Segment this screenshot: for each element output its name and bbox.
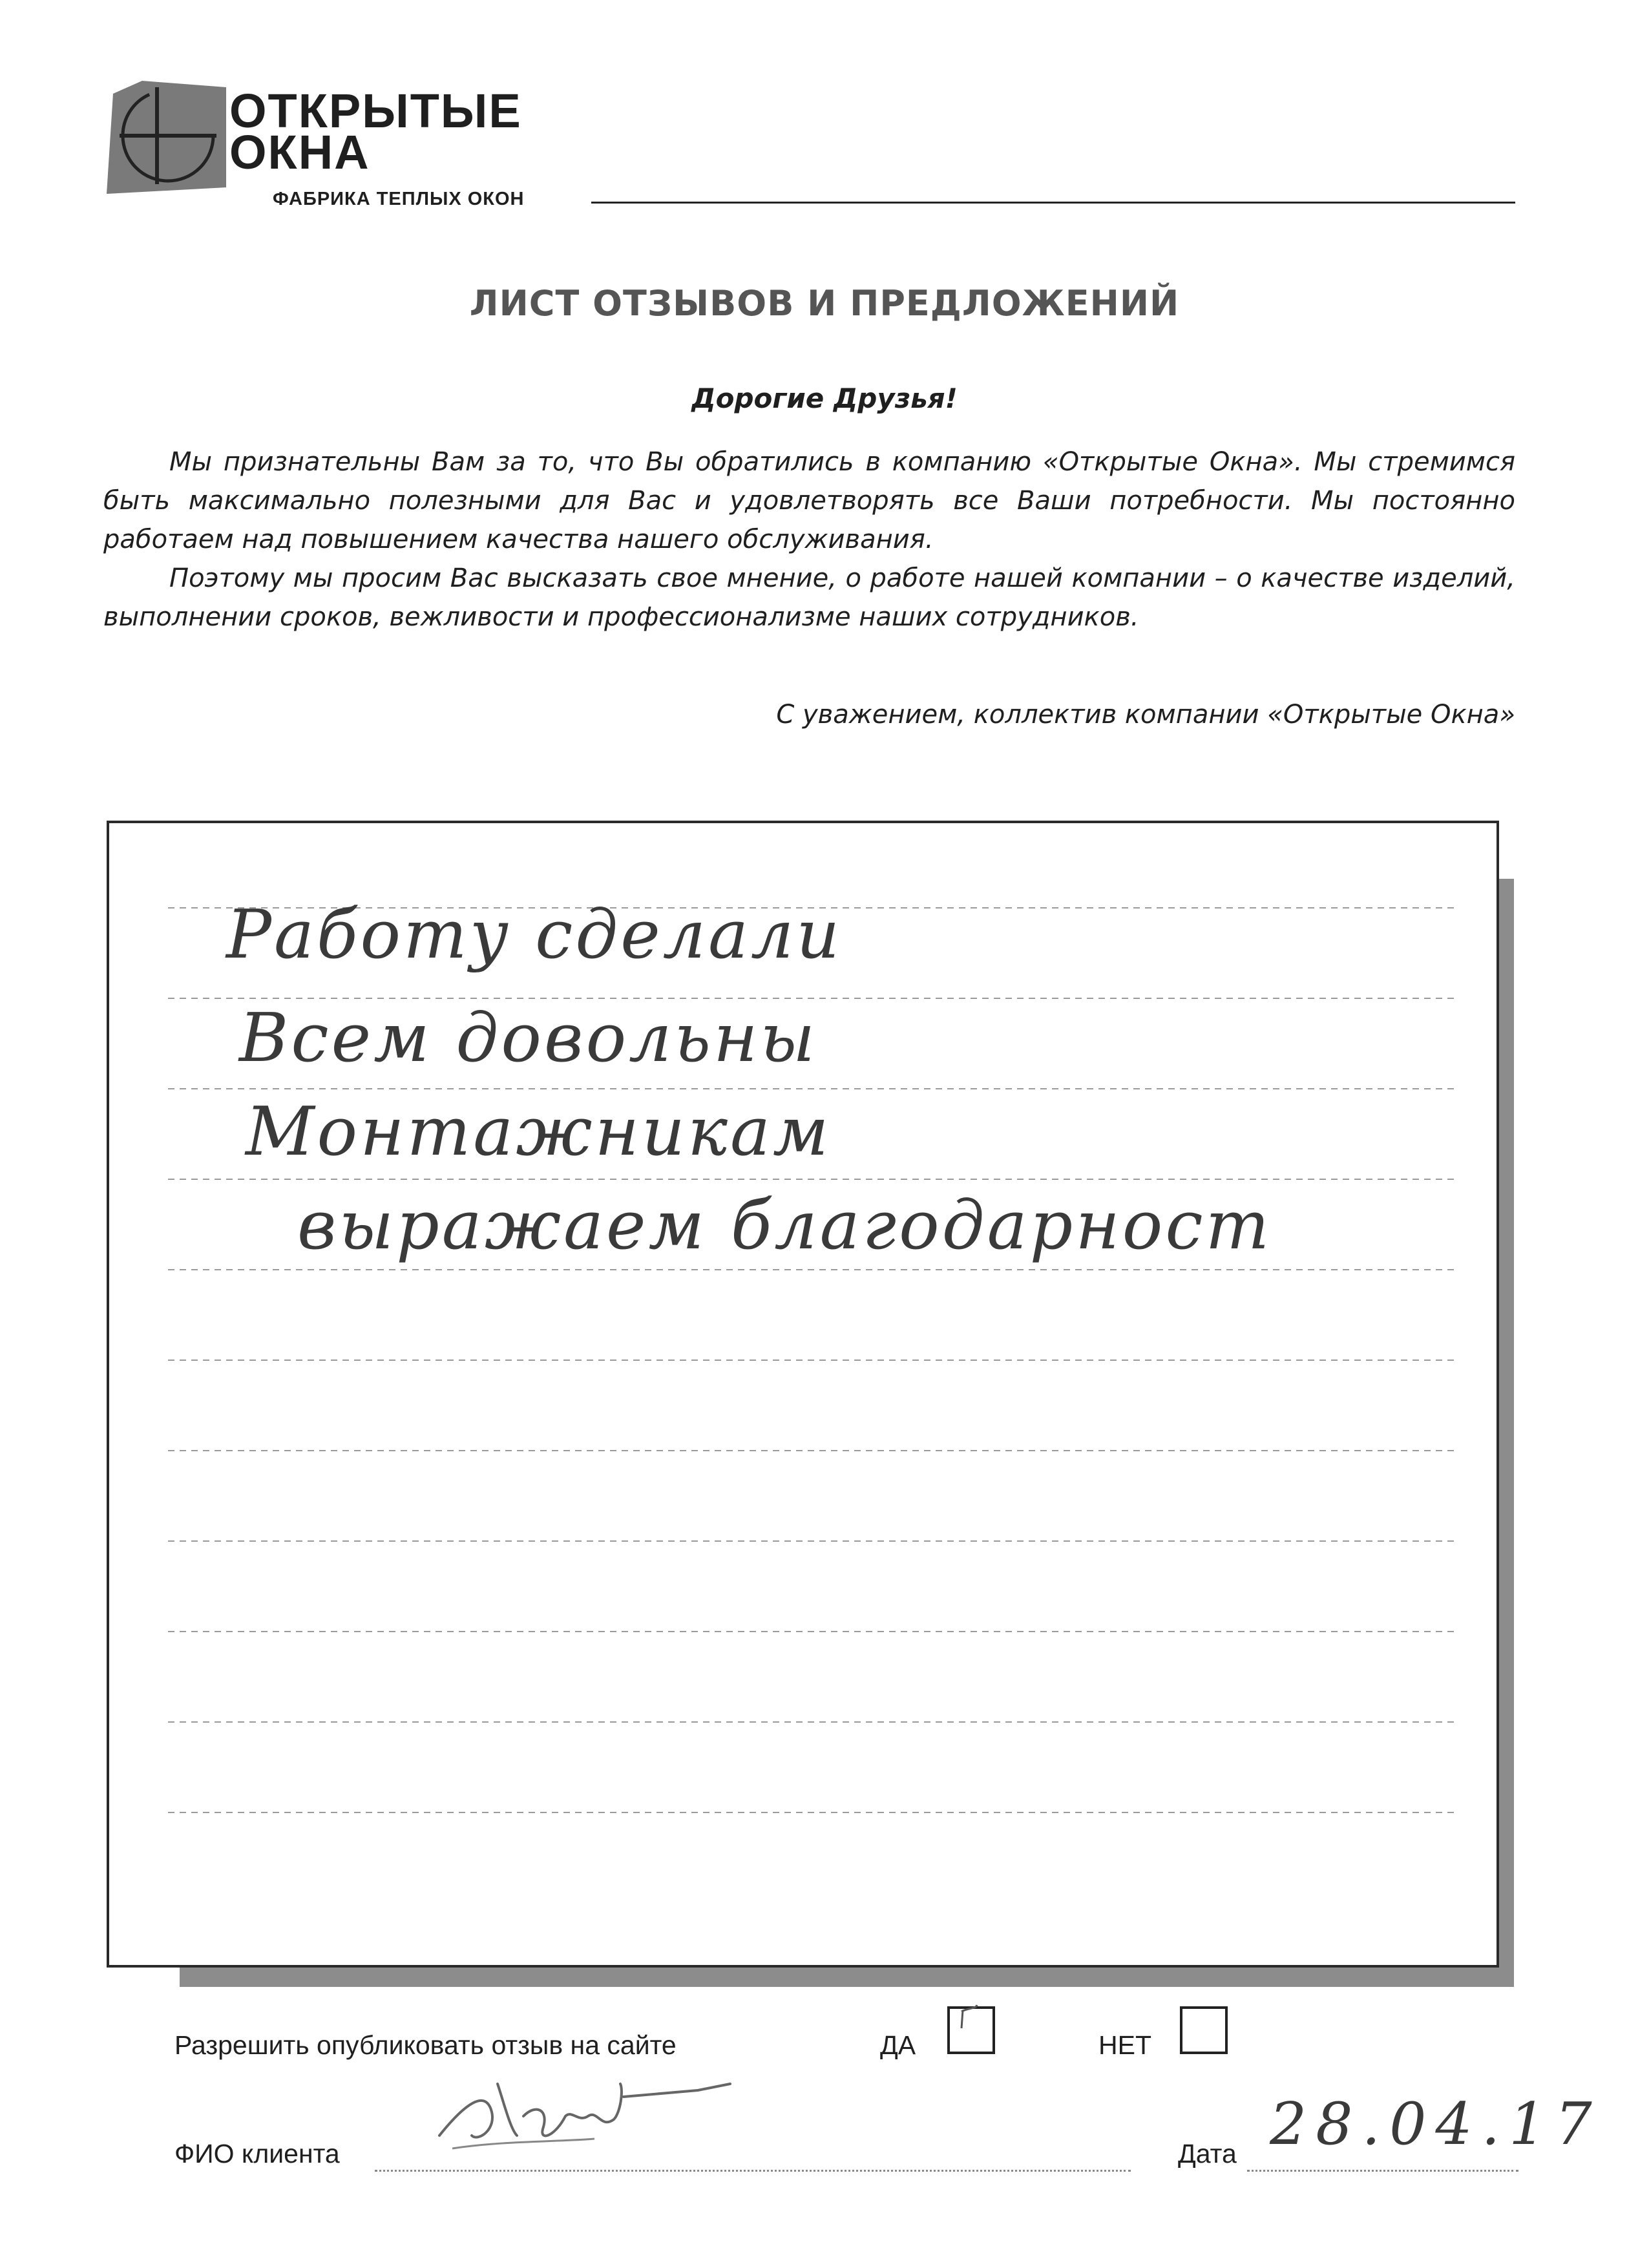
intro-text [103, 443, 1515, 636]
no-label: НЕТ [1098, 2030, 1151, 2060]
feedback-line-2: Всем довольны [239, 998, 818, 1077]
header-divider [591, 202, 1515, 204]
feedback-ruled-lines [168, 821, 1454, 1968]
signoff: С уважением, коллектив компании «Открытые Окна» [776, 700, 1515, 730]
client-signature [426, 2064, 737, 2161]
yes-label: ДА [880, 2030, 916, 2060]
logo-title-line2: ОКНА [229, 125, 370, 179]
yes-checkbox[interactable] [947, 2006, 995, 2054]
client-name-field[interactable] [375, 2170, 1131, 2172]
company-logo-icon [107, 74, 226, 194]
intro-paragraph-2: Поэтому мы просим Вас высказать свое мнение, о работе нашей компании – о качестве изделий, выполнении сроков, вежливости и профессионализме наших сотрудников. [103, 563, 1515, 632]
date-value: 28.04.17 [1270, 2090, 1601, 2158]
logo-title-line1: ОТКРЫТЫЕ [229, 84, 522, 138]
company-logo-title [229, 84, 522, 179]
intro-paragraph-1: Мы признательны Вам за то, что Вы обратились в компанию «Открытые Окна». Мы стремимся быть максимально полезными для Вас и удовлетворять все Ваши потребности. Мы постоянно работаем над повышением качества нашего обслуживания. [103, 447, 1515, 554]
form-title: ЛИСТ ОТЗЫВОВ И ПРЕДЛОЖЕНИЙ [469, 283, 1180, 324]
logo-subtitle: ФАБРИКА ТЕПЛЫХ ОКОН [273, 189, 525, 209]
date-field[interactable] [1247, 2170, 1518, 2172]
publish-permission-label: Разрешить опубликовать отзыв на сайте [174, 2030, 677, 2060]
client-name-label: ФИО клиента [174, 2139, 340, 2168]
no-checkbox[interactable] [1180, 2006, 1228, 2054]
feedback-line-3: Монтажникам [246, 1092, 832, 1171]
greeting: Дорогие Друзья! [691, 383, 958, 414]
feedback-line-4: выражаем благодарност [297, 1186, 1272, 1265]
date-label: Дата [1178, 2139, 1237, 2168]
check-mark-icon [950, 2002, 993, 2045]
feedback-line-1: Работу сделали [226, 895, 843, 974]
